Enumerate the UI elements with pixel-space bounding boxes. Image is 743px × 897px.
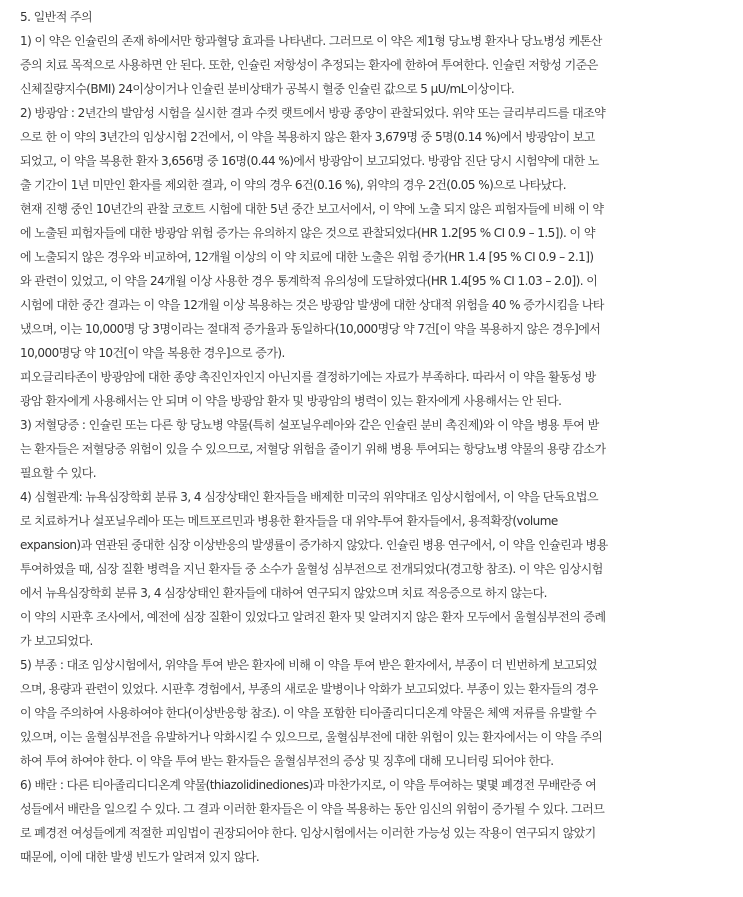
text-line: 4) 심혈관계: 뉴욕심장학회 분류 3, 4 심장상태인 환자들을 배제한 미국의 위약대조 임상시험에서, 이 약을 단독요법으 [20, 490, 599, 504]
text-line: 와 관련이 있었고, 이 약을 24개월 이상 사용한 경우 통계학적 유의성에 도달하였다(HR 1.4[95 % CI 1.03 – 2.0]). 이 [20, 274, 598, 288]
text-line: 하여 투여 하여야 한다. 이 약을 투여 받는 환자들은 울혈심부전의 증상 및 징후에 대해 모니터링 되어야 한다. [20, 754, 554, 768]
text-line: 필요할 수 있다. [20, 466, 97, 480]
text-line: 는 환자들은 저혈당증 위험이 있을 수 있으므로, 저혈당 위험을 줄이기 위해 병용 투여되는 항당뇨병 약물의 용량 감소가 [20, 442, 606, 456]
text-line: expansion)과 연관된 중대한 심장 이상반응의 발생률이 증가하지 않았다. 인슐린 병용 연구에서, 이 약을 인슐린과 병용 [20, 538, 608, 552]
text-line: 으로 한 이 약의 3년간의 임상시험 2건에서, 이 약을 복용하지 않은 환자 3,679명 중 5명(0.14 %)에서 방광암이 보고 [20, 130, 595, 144]
text-line: 때문에, 이에 대한 발생 빈도가 알려져 있지 않다. [20, 850, 260, 864]
text-line [20, 869, 735, 893]
text-line: 에서 뉴욕심장학회 분류 3, 4 심장상태인 환자들에 대하여 연구되지 않았으며 치료 적응증으로 하지 않는다. [20, 586, 547, 600]
text-line: 출 기간이 1년 미만인 환자를 제외한 결과, 이 약의 경우 6건(0.16 %), 위약의 경우 2건(0.05 %)으로 나타났다. [20, 178, 566, 192]
text-line: 에 노출되지 않은 경우와 비교하여, 12개월 이상의 이 약 치료에 대한 노출은 위험 증가(HR 1.4 [95 % CI 0.9 – 2.1]) [20, 250, 594, 264]
text-line: 신체질량지수(BMI) 24이상이거나 인슐린 분비상태가 공복시 혈중 인슐린 값으로 5 μU/mL이상이다. [20, 82, 515, 96]
text-line: 성들에서 배란을 일으킬 수 있다. 그 결과 이러한 환자들은 이 약을 복용하는 동안 임신의 위험이 증가될 수 있다. 그러므 [20, 802, 605, 816]
text-line: 증의 치료 목적으로 사용하면 안 된다. 또한, 인슐린 저항성이 추정되는 환자에 한하여 투여한다. 인슐린 저항성 기준은 [20, 58, 598, 72]
text-line: 6) 배란 : 다른 티아졸리디디온계 약물(thiazolidinediones)과 마찬가지로, 이 약을 투여하는 몇몇 폐경전 무배란증 여 [20, 778, 597, 792]
text-line: 현재 진행 중인 10년간의 관찰 코호트 시험에 대한 5년 중간 보고서에서, 이 약에 노출 되지 않은 피험자들에 비해 이 약 [20, 202, 604, 216]
text-line: 5) 부종 : 대조 임상시험에서, 위약을 투여 받은 환자에 비해 이 약을 투여 받은 환자에서, 부종이 더 빈번하게 보고되었 [20, 658, 597, 672]
text-line: 로 치료하거나 설포닐우레아 또는 메트포르민과 병용한 환자들을 대 위약-투여 환자들에서, 용적확장(volume [20, 514, 558, 528]
text-line: 있으며, 이는 울혈심부전을 유발하거나 악화시킬 수 있으므로, 울혈심부전에 대한 위험이 있는 환자에서는 이 약을 주의 [20, 730, 603, 744]
text-line: 피오글리타존이 방광암에 대한 종양 촉진인자인지 아닌지를 결정하기에는 자료가 부족하다. 따라서 이 약을 활동성 방 [20, 370, 596, 384]
text-line: 냈으며, 이는 10,000명 당 3명이라는 절대적 증가율과 동일하다(10,000명당 약 7건[이 약을 복용하지 않은 경우]에서 [20, 322, 601, 336]
text-line: 1) 이 약은 인슐린의 존재 하에서만 항과혈당 효과를 나타낸다. 그러므로 이 약은 제1형 당뇨병 환자나 당뇨병성 케톤산 [20, 34, 602, 48]
text-line: 시험에 대한 중간 결과는 이 약을 12개월 이상 복용하는 것은 방광암 발생에 대한 상대적 위험을 40 % 증가시킴을 나타 [20, 298, 604, 312]
text-line: 로 폐경전 여성들에게 적절한 피임법이 권장되어야 한다. 임상시험에서는 이러한 가능성 있는 작용이 연구되지 않았기 [20, 826, 596, 840]
text-line: 광암 환자에게 사용해서는 안 되며 이 약을 방광암 환자 및 방광암의 병력이 있는 환자에게 사용해서는 안 된다. [20, 394, 562, 408]
text-line: 이 약의 시판후 조사에서, 예전에 심장 질환이 있었다고 알려진 환자 및 알려지지 않은 환자 모두에서 울혈심부전의 증례 [20, 610, 606, 624]
section-heading: 5. 일반적 주의 [20, 10, 93, 24]
text-line: 가 보고되었다. [20, 634, 93, 648]
text-line: 10,000명당 약 10건[이 약을 복용한 경우]으로 증가). [20, 346, 285, 360]
text-line: 투여하였을 때, 심장 질환 병력을 지닌 환자들 중 소수가 울혈성 심부전으로 전개되었다(경고항 참조). 이 약은 임상시험 [20, 562, 603, 576]
text-line: 되었고, 이 약을 복용한 환자 3,656명 중 16명(0.44 %)에서 방광암이 보고되었다. 방광암 진단 당시 시험약에 대한 노 [20, 154, 599, 168]
text-line: 이 약을 주의하여 사용하여야 한다(이상반응항 참조). 이 약을 포함한 티아졸리디디온계 약물은 체액 저류를 유발할 수 [20, 706, 597, 720]
text-line: 2) 방광암 : 2년간의 발암성 시험을 실시한 결과 수컷 랫트에서 방광 종양이 관찰되었다. 위약 또는 글리부리드를 대조약 [20, 106, 606, 120]
text-line: 에 노출된 피험자들에 대한 방광암 위험 증가는 유의하지 않은 것으로 관찰되었다(HR 1.2[95 % CI 0.9 – 1.5]). 이 약 [20, 226, 595, 240]
text-line: 으며, 용량과 관련이 있었다. 시판후 경험에서, 부종의 새로운 발병이나 악화가 보고되었다. 부종이 있는 환자들의 경우 [20, 682, 598, 696]
text-line: 3) 저혈당증 : 인슐린 또는 다른 항 당뇨병 약물(특히 설포닐우레아와 같은 인슐린 분비 촉진제)와 이 약을 병용 투여 받 [20, 418, 599, 432]
